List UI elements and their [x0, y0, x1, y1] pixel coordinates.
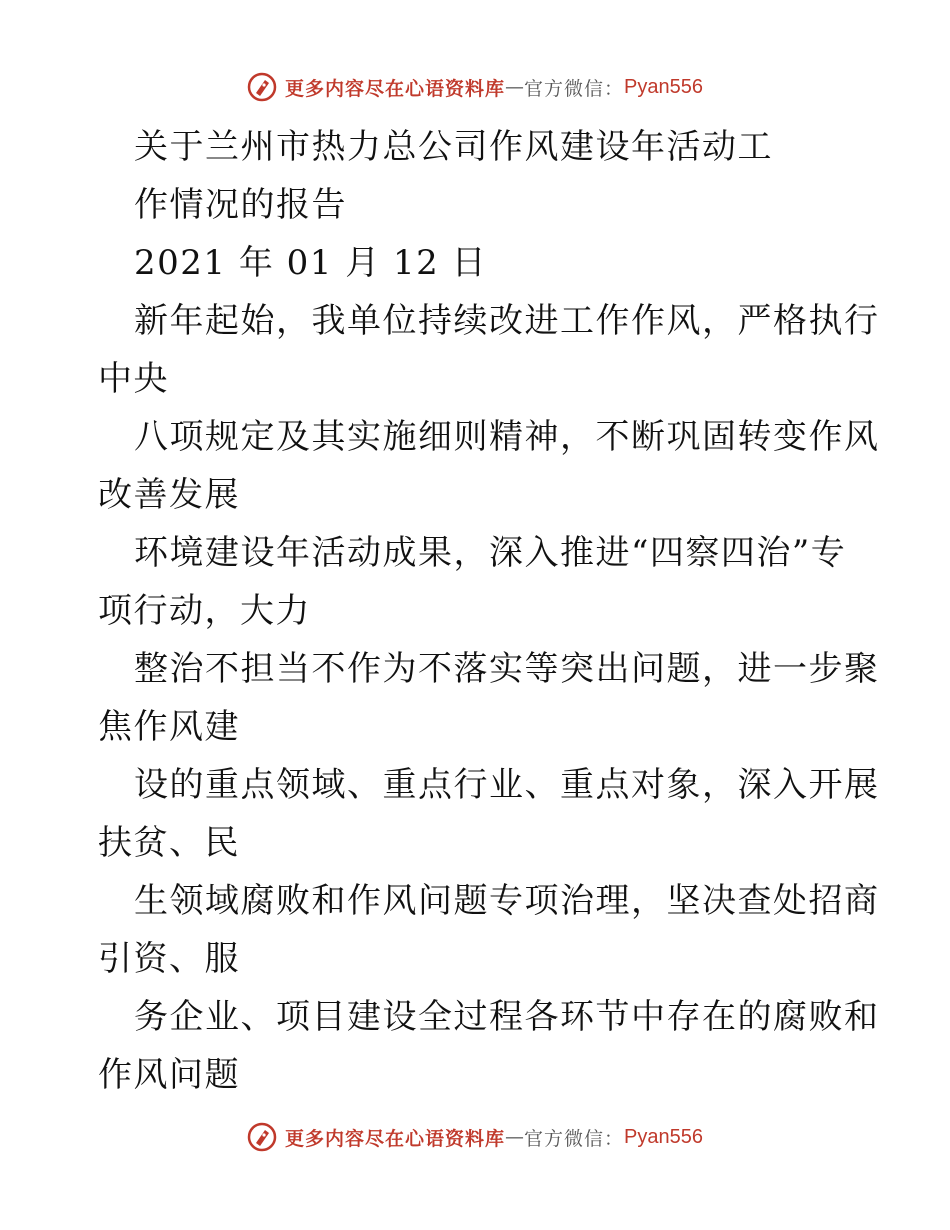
paragraph-line: 八项规定及其实施细则精神，不断巩固转变作风 — [134, 417, 880, 457]
watermark-wechat-label: 官方微信： — [524, 77, 625, 100]
watermark-wechat-label: 官方微信： — [524, 1127, 625, 1150]
pen-nib-logo-icon — [247, 1122, 277, 1152]
paragraph-line: 环境建设年活动成果，深入推进“四察四治”专 — [134, 533, 847, 573]
watermark-wechat-id: Pyan556 — [624, 1125, 703, 1148]
document-date: 2021 年 01 月 12 日 — [134, 243, 488, 283]
document-title-line-2: 作情况的报告 — [134, 185, 347, 225]
watermark-site-text: 更多内容尽在心语资料库 — [285, 1127, 506, 1150]
watermark-separator: — — [505, 1126, 525, 1148]
paragraph-line-continued: 改善发展 — [98, 475, 240, 515]
paragraph-line-continued: 扶贫、民 — [98, 823, 240, 863]
paragraph-line: 设的重点领域、重点行业、重点对象，深入开展 — [134, 765, 880, 805]
paragraph-line: 整治不担当不作为不落实等突出问题，进一步聚 — [134, 649, 880, 689]
document-body — [98, 118, 880, 1104]
watermark-separator: — — [505, 76, 525, 98]
paragraph-line-continued: 作风问题 — [98, 1055, 240, 1095]
watermark-site-text: 更多内容尽在心语资料库 — [285, 77, 506, 100]
paragraph-line-continued: 中央 — [98, 359, 169, 399]
watermark-wechat-id: Pyan556 — [624, 75, 703, 98]
paragraph-line: 新年起始，我单位持续改进工作作风，严格执行 — [134, 301, 880, 341]
paragraph-line: 务企业、项目建设全过程各环节中存在的腐败和 — [134, 997, 880, 1037]
watermark-banner-bottom — [0, 1122, 950, 1152]
document-title-line-1: 关于兰州市热力总公司作风建设年活动工 — [134, 127, 773, 167]
pen-nib-logo-icon — [247, 72, 277, 102]
paragraph-line-continued: 项行动，大力 — [98, 591, 311, 631]
paragraph-line: 生领域腐败和作风问题专项治理，坚决查处招商 — [134, 881, 880, 921]
watermark-banner-top — [0, 72, 950, 102]
paragraph-line-continued: 引资、服 — [98, 939, 240, 979]
paragraph-line-continued: 焦作风建 — [98, 707, 240, 747]
